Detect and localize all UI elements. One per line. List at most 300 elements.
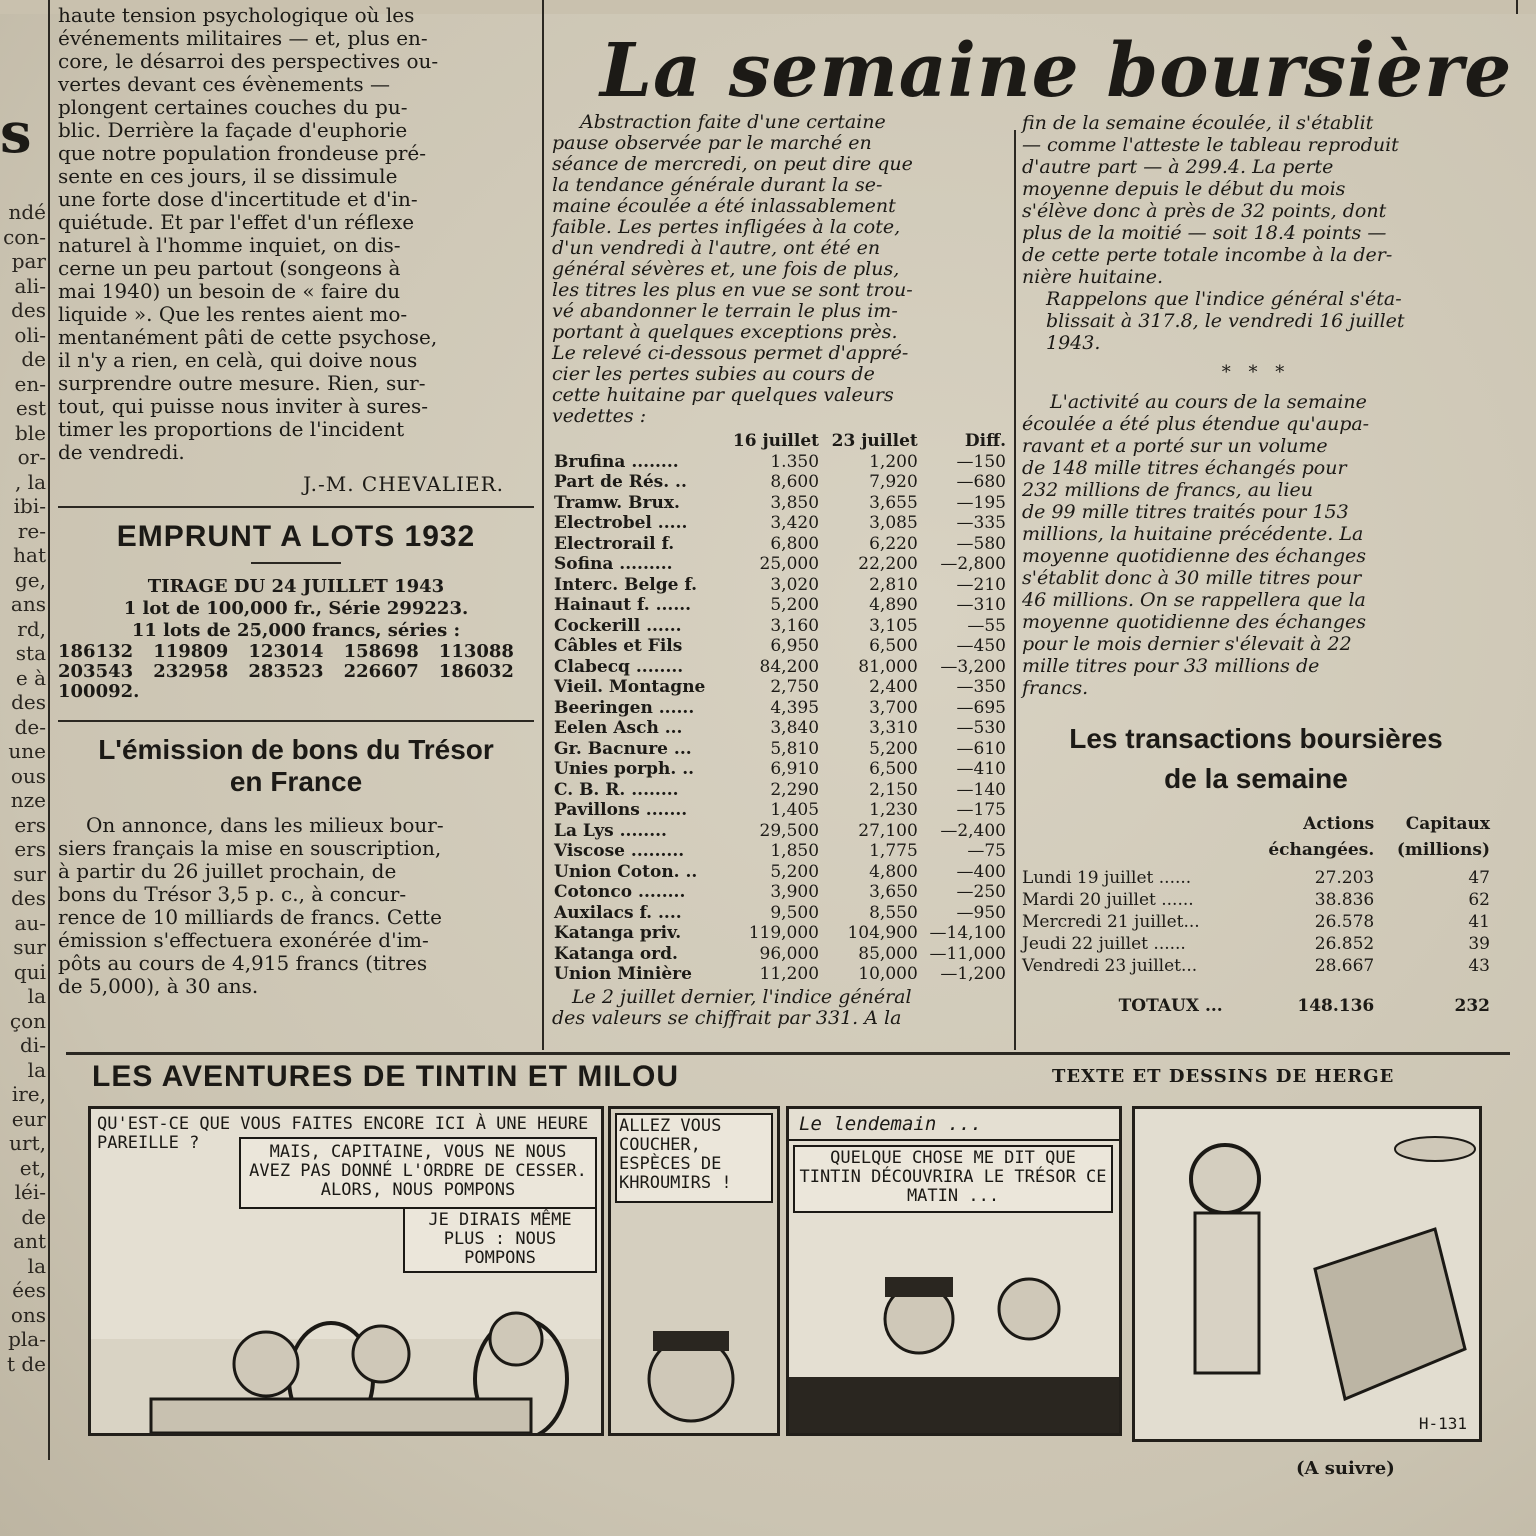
column-rule-middle: [542, 0, 544, 1050]
comic-panel-1: [88, 1106, 604, 1436]
stock-name: Gr. Bacnure ...: [554, 738, 692, 759]
capitaux-header-2: (millions): [1396, 840, 1490, 860]
text-line: 1943.: [1046, 332, 1101, 354]
transaction-day: Mardi 20 juillet ......: [1022, 890, 1194, 910]
section-rule: [58, 506, 534, 508]
transactions-title: Les transactions boursières: [1069, 723, 1443, 754]
stock-row: [552, 718, 1008, 739]
stock-value-23: 22,200: [858, 554, 918, 574]
stock-value-16: 11,200: [759, 964, 820, 984]
clipped-text-fragment: rd,: [17, 616, 46, 641]
stock-diff: —2,400: [940, 820, 1006, 841]
clipped-text-fragment: sur: [13, 935, 46, 959]
transaction-actions: 27.203: [1314, 868, 1375, 888]
text-line: la tendance générale durant la se-: [552, 174, 883, 196]
transaction-row: [1022, 889, 1490, 911]
text-line: fin de la semaine écoulée, il s'établit: [1022, 112, 1374, 134]
text-line: moyenne quotidienne des échanges: [1022, 545, 1367, 567]
clipped-text-fragment: en-: [14, 371, 46, 396]
text-line: de cette perte totale incombe à la der-: [1022, 244, 1393, 266]
stock-value-16: 84,200: [759, 656, 820, 677]
lot-series-number: 186032: [438, 661, 514, 682]
captain-cap: [885, 1277, 953, 1297]
stock-value-23: 1,230: [869, 800, 918, 820]
stock-name: Vieil. Montagne: [554, 677, 706, 697]
stock-value-23: 85,000: [858, 943, 918, 964]
text-line: nière huitaine.: [1022, 266, 1164, 288]
stock-row: [552, 882, 1008, 903]
actions-header-2: échangées.: [1268, 840, 1375, 860]
text-line: mai 1940) un besoin de « faire du: [58, 279, 401, 303]
lot-series-number: 119809: [153, 641, 229, 662]
clipped-text-fragment: de: [21, 347, 46, 371]
author-signature: J.-M. CHEVALIER.: [303, 472, 504, 496]
text-line: vedettes :: [552, 405, 647, 427]
text-line: faible. Les pertes infligées à la cote,: [552, 216, 901, 238]
clipped-text-fragment: de: [21, 1204, 46, 1229]
market-outro: [552, 987, 1008, 1029]
clipped-text-fragment: des: [11, 690, 46, 714]
text-line: plongent certaines couches du pu-: [58, 95, 408, 119]
clipped-text-fragment: une: [8, 739, 46, 763]
stock-row: [552, 452, 1008, 473]
stock-diff: —530: [956, 718, 1006, 738]
stock-diff: —75: [967, 841, 1006, 861]
text-line: 46 millions. On se rappellera que la: [1022, 589, 1366, 611]
text-line: cerne un peu partout (songeons à: [58, 256, 401, 280]
stock-value-16: 6,950: [770, 636, 820, 656]
clipped-text-fragment: sur: [13, 861, 46, 886]
stock-value-16: 9,500: [770, 902, 820, 923]
stock-name: La Lys ........: [554, 820, 667, 841]
stock-diff: —950: [956, 902, 1006, 923]
stock-name: Cockerill ......: [554, 615, 682, 636]
bubble-3-text: JE DIRAIS MÊME PLUS : NOUS POMPONS: [428, 1210, 572, 1268]
stock-name: Interc. Belge f.: [554, 574, 698, 595]
clipped-text-fragment: eur: [11, 1106, 46, 1131]
clipped-text-fragment: ndé: [8, 200, 46, 224]
stock-value-16: 4,395: [770, 697, 820, 718]
stock-value-16: 3,020: [770, 574, 820, 595]
stock-value-16: 3,850: [770, 492, 820, 513]
dupond-head: [490, 1313, 542, 1365]
stock-name: Brufina ........: [554, 451, 679, 472]
panel-3-rail: [789, 1377, 1119, 1433]
speech-bubble-4: [615, 1113, 773, 1203]
transaction-actions: 38.836: [1314, 890, 1375, 910]
activity-paragraph: [1022, 391, 1490, 699]
comic-panel-2: [608, 1106, 780, 1436]
stock-diff: —14,100: [929, 923, 1006, 943]
bubble-4-text: ALLEZ VOUS COUCHER, ESPÈCES DE KHROUMIRS !: [619, 1116, 732, 1193]
lot-series-number: 226607: [343, 661, 419, 682]
clipped-text-fragment: t de: [6, 1351, 46, 1376]
clipped-text-fragment: au-: [14, 910, 46, 935]
column-two: [552, 112, 1008, 1029]
clipped-text-fragment: ant: [13, 1229, 46, 1253]
lot-series-number: 186132: [58, 641, 134, 662]
stock-diff: —11,000: [929, 943, 1006, 964]
text-line: pause observée par le marché en: [552, 132, 872, 154]
stock-value-16: 3,420: [770, 513, 820, 533]
clipped-text-fragment: hat: [13, 543, 46, 567]
text-line: ravant et a porté sur un volume: [1022, 435, 1328, 457]
text-line: que notre population frondeuse pré-: [58, 141, 426, 165]
stock-value-23: 3,655: [869, 492, 918, 513]
stock-name: Auxilacs f. ....: [554, 902, 682, 923]
stock-value-16: 6,800: [770, 533, 820, 554]
text-line: s'établit donc à 30 mille titres pour: [1022, 567, 1362, 589]
text-line: core, le désarroi des perspectives ou-: [58, 49, 439, 73]
stock-row: [552, 534, 1008, 555]
stock-name: Cotonco ........: [554, 882, 686, 902]
clipped-text-fragment: ge,: [15, 567, 46, 592]
stock-diff: —580: [956, 533, 1006, 554]
stock-diff: —140: [956, 779, 1006, 800]
text-line: séance de mercredi, on peut dire que: [552, 153, 913, 175]
clipped-text-fragment: con-: [3, 224, 46, 249]
comic-top-rule: [66, 1052, 1510, 1055]
text-line: général sévères et, une fois de plus,: [552, 258, 900, 280]
stock-name: Eelen Asch ...: [554, 718, 683, 738]
text-line: Abstraction faite d'une certaine: [580, 111, 886, 133]
stock-row: [552, 944, 1008, 965]
clipped-text-fragment: des: [11, 886, 46, 910]
lot-series-number: 113088: [438, 641, 514, 662]
stock-value-23: 3,700: [869, 697, 918, 718]
stock-diff: —250: [956, 882, 1006, 902]
section-rule: [58, 720, 534, 722]
clipped-text-fragment: est: [15, 396, 46, 420]
lot-series-number: 203543: [58, 661, 134, 682]
text-line: timer les proportions de l'incident: [58, 417, 405, 441]
clipped-text-fragment: la: [27, 984, 46, 1008]
lot-series-number: 123014: [248, 641, 324, 662]
text-line: maine écoulée a été inlassablement: [552, 195, 896, 217]
stock-diff: —3,200: [940, 656, 1006, 677]
stock-value-16: 1,850: [770, 841, 820, 861]
stock-name: Tramw. Brux.: [554, 492, 680, 513]
transaction-day: Lundi 19 juillet ......: [1022, 868, 1192, 888]
clipped-left-column: [0, 200, 46, 1376]
text-line: il n'y a rien, en celà, qui doive nous: [58, 348, 418, 372]
stock-name: Electrobel .....: [554, 513, 688, 533]
stock-value-16: 119,000: [748, 923, 820, 943]
market-intro: [552, 112, 1008, 427]
stock-value-23: 6,500: [869, 636, 918, 656]
text-line: d'autre part — à 299.4. La perte: [1022, 156, 1334, 178]
index-paragraph: [1022, 112, 1490, 288]
reminder-paragraph: [1022, 288, 1490, 354]
emission-text: [58, 814, 534, 998]
deck-rail: [151, 1399, 531, 1433]
stock-value-23: 10,000: [858, 964, 918, 984]
text-line: moyenne depuis le début du mois: [1022, 178, 1346, 200]
stock-diff: —150: [956, 451, 1006, 472]
transaction-actions: 28.667: [1314, 956, 1375, 976]
stock-value-16: 96,000: [759, 943, 820, 964]
text-line: millions, la huitaine précédente. La: [1022, 523, 1364, 545]
captain-cap: [653, 1331, 729, 1351]
title-underline: [251, 562, 341, 564]
text-line: portant à quelques exceptions près.: [552, 321, 898, 343]
clipped-text-fragment: pla-: [8, 1327, 46, 1351]
stock-value-16: 1,405: [770, 800, 820, 820]
stock-value-16: 3,160: [770, 615, 820, 636]
stock-row: [552, 677, 1008, 698]
stock-value-16: 8,600: [770, 472, 820, 492]
text-line: événements militaires — et, plus en-: [58, 26, 428, 50]
comic-title: LES AVENTURES DE TINTIN ET MILOU: [92, 1060, 680, 1093]
text-line: cier les pertes subies au cours de: [552, 363, 875, 385]
transaction-capitaux: 62: [1468, 890, 1490, 910]
text-line: mentanément pâti de cette psychose,: [58, 325, 438, 349]
top-border: [1516, 0, 1518, 14]
emission-title-2: en France: [229, 766, 363, 797]
text-line: Le 2 juillet dernier, l'indice général: [572, 985, 912, 1008]
clipped-text-fragment: di-: [20, 1033, 46, 1057]
clipped-text-fragment: ers: [14, 837, 46, 861]
stocks-header-16: 16 juillet: [732, 431, 820, 451]
panel-4-drawing: [1135, 1109, 1479, 1439]
stock-diff: —410: [956, 759, 1006, 779]
stock-row: [552, 964, 1008, 985]
clipped-text-fragment: ers: [14, 812, 46, 837]
clipped-text-fragment: la: [27, 1253, 46, 1278]
text-line: siers français la mise en souscription,: [58, 836, 442, 860]
transaction-row: [1022, 933, 1490, 955]
headline: La semaine boursière: [600, 28, 1513, 114]
stock-diff: —2,800: [940, 554, 1006, 574]
text-line: s'élève donc à près de 32 points, dont: [1022, 200, 1387, 222]
clipped-text-fragment: de-: [14, 714, 46, 739]
text-line: de 99 mille titres traités pour 153: [1022, 501, 1349, 523]
stock-diff: —680: [956, 472, 1006, 492]
stock-value-23: 8,550: [869, 902, 918, 923]
text-line: plus de la moitié — soit 18.4 points —: [1022, 222, 1387, 244]
caption-rule: [789, 1139, 1119, 1141]
text-line: les titres les plus en vue se sont trou-: [552, 279, 913, 301]
lot-series-number: 158698: [343, 641, 419, 662]
stock-value-16: 5,200: [770, 861, 820, 882]
stock-row: [552, 739, 1008, 760]
stock-value-16: 2,290: [770, 779, 820, 800]
stock-value-23: 2,400: [869, 677, 918, 697]
text-line: naturel à l'homme inquiet, on dis-: [58, 233, 401, 257]
stock-value-16: 3,900: [770, 882, 820, 902]
stock-name: Pavillons .......: [554, 800, 688, 820]
stock-name: Electrorail f.: [554, 533, 675, 554]
stock-value-23: 2,150: [869, 779, 918, 800]
text-line: émission s'effectuera exonérée d'im-: [58, 928, 429, 952]
stock-name: Unies porph. ..: [554, 759, 695, 779]
stock-row: [552, 595, 1008, 616]
transaction-day: Mercredi 21 juillet...: [1022, 912, 1200, 932]
text-line: sente en ces jours, il se dissimule: [58, 164, 398, 188]
speech-bubble-2: [239, 1137, 597, 1209]
clipped-text-fragment: et,: [19, 1155, 46, 1180]
transaction-day: Vendredi 23 juillet...: [1022, 956, 1198, 976]
emprunt-title: EMPRUNT A LOTS 1932: [116, 520, 476, 553]
transaction-actions: 26.578: [1314, 912, 1375, 932]
comic-credit: TEXTE ET DESSINS DE HERGE: [1052, 1066, 1395, 1087]
transactions-table: [1022, 813, 1490, 1017]
stock-name: Katanga priv.: [554, 923, 682, 943]
clipped-text-fragment: oli-: [14, 322, 46, 347]
stock-diff: —210: [956, 574, 1006, 595]
text-line: On annonce, dans les milieux bour-: [86, 813, 444, 837]
text-line: de vendredi.: [58, 440, 185, 464]
text-line: blic. Derrière la façade d'euphorie: [58, 118, 408, 142]
comic-panel-3: [786, 1106, 1122, 1436]
stock-name: Sofina .........: [554, 554, 673, 574]
stock-row: [552, 657, 1008, 678]
text-line: quiétude. Et par l'effet d'un réflexe: [58, 210, 415, 234]
transaction-capitaux: 47: [1468, 868, 1490, 888]
fish: [1395, 1137, 1475, 1161]
clipped-text-fragment: nze: [10, 788, 46, 812]
stock-row: [552, 575, 1008, 596]
text-line: moyenne quotidienne des échanges: [1022, 611, 1367, 633]
text-line: L'activité au cours de la semaine: [1050, 391, 1367, 413]
stock-name: Katanga ord.: [554, 943, 678, 964]
stock-value-23: 4,890: [869, 595, 918, 615]
stock-value-16: 2,750: [770, 677, 820, 697]
stock-value-16: 1.350: [770, 451, 820, 472]
stock-name: Beeringen ......: [554, 697, 695, 718]
text-line: blissait à 317.8, le vendredi 16 juillet: [1046, 310, 1405, 332]
clipped-text-fragment: ées: [12, 1278, 46, 1302]
comic-signature: H-131: [1418, 1414, 1467, 1433]
stock-value-16: 5,810: [770, 738, 820, 759]
clipped-text-fragment: des: [11, 298, 46, 322]
stock-value-16: 6,910: [770, 759, 820, 779]
column-three: [1022, 112, 1490, 1017]
stock-row: [552, 800, 1008, 821]
stock-row: [552, 759, 1008, 780]
column-rule-left: [48, 0, 50, 1460]
stock-row: [552, 780, 1008, 801]
dupont-head: [353, 1326, 409, 1382]
stock-row: [552, 821, 1008, 842]
stock-value-23: 81,000: [858, 656, 918, 677]
stock-value-23: 6,220: [869, 533, 918, 554]
speech-bubble-3: [403, 1207, 597, 1273]
clipped-text-fragment: e à: [15, 665, 46, 690]
lot-series-grid: [58, 642, 534, 702]
clipped-letter: s: [0, 100, 32, 166]
stock-name: Union Coton. ..: [554, 861, 698, 882]
lot-series-number: 283523: [248, 661, 324, 682]
lot-series-number: 232958: [153, 661, 229, 682]
total-label: TOTAUX ...: [1118, 996, 1223, 1016]
clipped-text-fragment: par: [11, 249, 46, 273]
bubble-5-text: QUELQUE CHOSE ME DIT QUE TINTIN DÉCOUVRIRA LE TRÉSOR CE MATIN ...: [799, 1148, 1107, 1206]
tirage-date: TIRAGE DU 24 JUILLET 1943: [147, 576, 445, 597]
stock-row: [552, 903, 1008, 924]
clipped-text-fragment: ans: [10, 592, 46, 616]
stock-value-23: 104,900: [847, 923, 918, 943]
stock-value-23: 5,200: [869, 738, 918, 759]
clipped-text-fragment: sta: [15, 641, 46, 665]
transaction-capitaux: 39: [1468, 934, 1490, 954]
stock-row: [552, 862, 1008, 883]
transaction-day: Jeudi 22 juillet ......: [1022, 934, 1186, 954]
stock-row: [552, 698, 1008, 719]
clipped-text-fragment: qui: [13, 959, 46, 984]
clipped-text-fragment: ble: [14, 420, 46, 445]
stock-diff: —1,200: [940, 964, 1006, 984]
stock-diff: —175: [956, 800, 1006, 820]
article-continuation: [58, 0, 534, 464]
text-line: vé abandonner le terrain le plus im-: [552, 300, 898, 322]
stock-row: [552, 923, 1008, 944]
stock-value-23: 3,105: [869, 615, 918, 636]
stocks-table: [552, 431, 1008, 985]
total-actions: 148.136: [1297, 996, 1375, 1016]
continued-note: (A suivre): [1296, 1458, 1395, 1479]
comic-panel-4: [1132, 1106, 1482, 1442]
stock-value-23: 1,775: [869, 841, 918, 861]
transaction-row: [1022, 955, 1490, 977]
stock-value-23: 7,920: [869, 472, 918, 492]
stock-value-23: 1,200: [869, 451, 918, 472]
stock-value-23: 3,085: [869, 513, 918, 533]
clipped-text-fragment: or-: [17, 445, 46, 469]
separator-stars: * * *: [1221, 362, 1291, 383]
capitaux-header: Capitaux: [1405, 814, 1490, 834]
stock-row: [552, 841, 1008, 862]
transaction-capitaux: 41: [1468, 912, 1490, 932]
stock-name: Hainaut f. ......: [554, 595, 692, 615]
diver-body: [1195, 1213, 1259, 1373]
diving-helmet: [1191, 1145, 1259, 1213]
bubble-2-text: MAIS, CAPITAINE, VOUS NE NOUS AVEZ PAS DONNÉ L'ORDRE DE CESSER. ALORS, NOUS POMPONS: [249, 1142, 587, 1200]
professor-head: [999, 1279, 1059, 1339]
stock-name: Viscose .........: [554, 841, 685, 861]
transaction-row: [1022, 867, 1490, 889]
text-line: Le relevé ci-dessous permet d'appré-: [552, 342, 909, 364]
stocks-header-diff: Diff.: [964, 431, 1006, 451]
stock-value-16: 5,200: [770, 595, 820, 615]
stock-name: Clabecq ........: [554, 656, 684, 677]
text-line: vertes devant ces évènements —: [58, 72, 391, 96]
stock-diff: —195: [956, 492, 1006, 513]
text-line: d'un vendredi à l'autre, ont été en: [552, 237, 881, 259]
stock-value-23: 3,650: [869, 882, 918, 902]
stock-value-23: 4,800: [869, 861, 918, 882]
speech-bubble-5: [793, 1145, 1113, 1213]
text-line: 232 millions de francs, au lieu: [1022, 479, 1313, 501]
stock-value-23: 3,310: [869, 718, 918, 738]
clipped-text-fragment: re-: [17, 518, 46, 543]
text-line: mille titres pour 33 millions de: [1022, 655, 1320, 677]
emission-title: L'émission de bons du Trésor: [98, 734, 494, 765]
stocks-header-name: [552, 431, 722, 452]
stock-name: Union Minière: [554, 964, 692, 984]
text-line: surprendre outre mesure. Rien, sur-: [58, 371, 426, 395]
stock-diff: —335: [956, 513, 1006, 533]
stock-diff: —310: [956, 595, 1006, 615]
clipped-text-fragment: ous: [10, 763, 46, 788]
stock-diff: —400: [956, 861, 1006, 882]
column-rule-right: [1014, 130, 1016, 1050]
text-line: francs.: [1022, 677, 1089, 699]
stock-name: Câbles et Fils: [554, 636, 683, 656]
transactions-title-2: de la semaine: [1164, 763, 1348, 794]
text-line: pôts au cours de 4,915 francs (titres: [58, 951, 428, 975]
clipped-text-fragment: la: [27, 1057, 46, 1082]
